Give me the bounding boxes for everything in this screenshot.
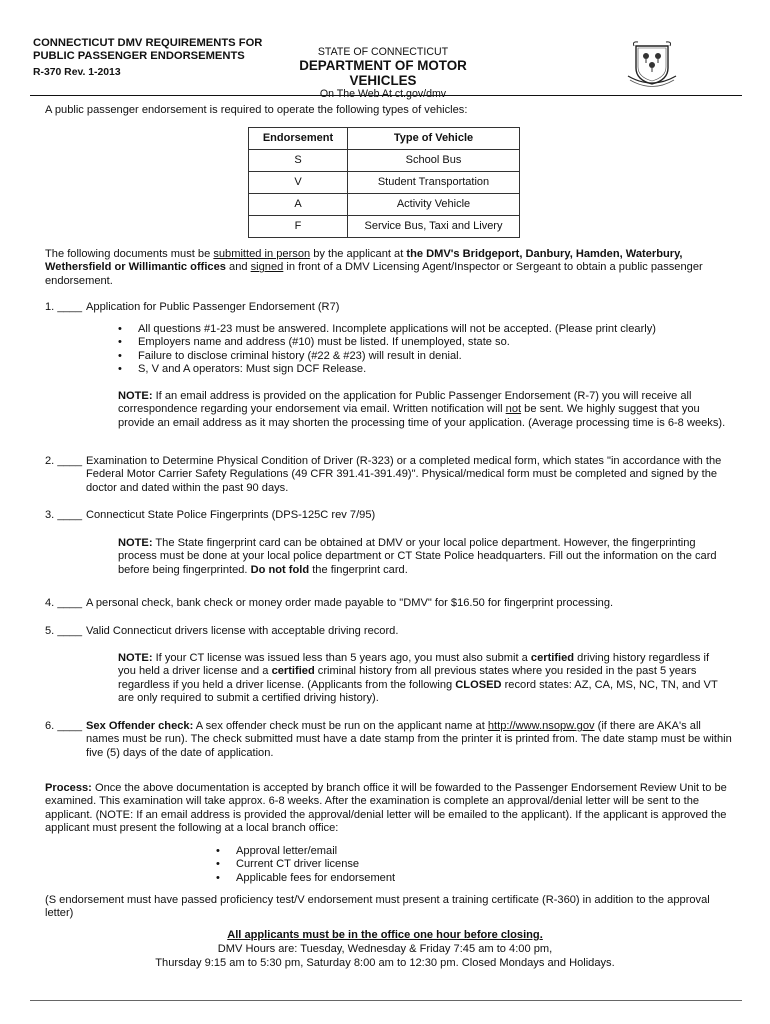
form-number: R-370 Rev. 1-2013 xyxy=(33,67,121,78)
office-list: the DMV's Bridgeport, Danbury, Hamden, Waterbury, Wethersfield or Willimantic offices xyxy=(45,248,683,274)
agency-header xyxy=(268,46,498,101)
item-1-note xyxy=(118,390,728,430)
note-label: NOTE: xyxy=(118,652,153,664)
process-text: Once the above documentation is accepted by branch office it will be fowarded to the Passenger Endorsement Review Unit to be examined. This examination will take approx. 6-8 weeks. After the examination is complete an approval/denial letter will be sent to the applicant. (NOTE: If an email address is provided the approval/denial letter will be emailed to the applicant). If the applicant is approved the applicant must present the following at a local branch office: xyxy=(45,782,727,835)
form-title-line2: PUBLIC PASSENGER ENDORSEMENTS xyxy=(33,50,245,62)
list-item: • Applicable fees for endorsement xyxy=(216,872,616,885)
item-5-note xyxy=(118,652,728,706)
item-2-text: Examination to Determine Physical Condition of Driver (R-323) or a completed medical form, which states "in accordance with the Federal Motor Carrier Safety Regulations (49 CFR 391.41-391.49)". Physical/medical form must be completed and signed by the doctor and dated within the past 90 days. xyxy=(86,455,722,494)
note-label: NOTE: xyxy=(118,390,153,402)
endorsement-header: Endorsement xyxy=(249,128,348,150)
table-header-row xyxy=(249,128,520,150)
item-4-checkbox-line[interactable]: 4. ____ xyxy=(45,597,83,609)
in-person-text: submitted in person xyxy=(213,248,311,260)
header-divider xyxy=(30,95,742,96)
item-1-text: Application for Public Passenger Endorsement (R7) xyxy=(86,301,340,313)
note-text: The State fingerprint card can be obtained at DMV or your local police department. However, the fingerprinting process must be done at your local police department or CT State Police headquarters. Fill out the information on the card before being fingerprinted. xyxy=(118,537,717,576)
vehicle-type: Student Transportation xyxy=(348,172,520,194)
endorsement-code: F xyxy=(249,216,348,238)
table-row xyxy=(249,216,520,238)
list-item: • Current CT driver license xyxy=(216,858,616,871)
connecticut-seal-icon xyxy=(622,38,682,88)
item-5-checkbox-line[interactable]: 5. ____ xyxy=(45,625,83,637)
note-text: driving history regardless if you held a driver license and a xyxy=(118,652,710,678)
intro-text: A public passenger endorsement is required to operate the following types of vehicles: xyxy=(45,104,468,116)
note-text: record states: AZ, CA, MS, NC, TN, and VT are only required to submit a certified driving history). xyxy=(118,678,718,705)
item-2-checkbox-line[interactable]: 2. ____ xyxy=(45,455,83,467)
process-paragraph xyxy=(45,782,735,836)
signed-text: signed xyxy=(250,261,284,274)
process-label: Process: xyxy=(45,782,92,794)
list-item: • S, V and A operators: Must sign DCF Release. xyxy=(118,363,738,376)
vehicle-type: Activity Vehicle xyxy=(348,194,520,216)
process-bullets xyxy=(216,845,616,885)
documents-text: in front of a DMV Licensing Agent/Inspector or Sergeant to obtain a public passenger endorsement. xyxy=(45,261,703,287)
item-5-text: Valid Connecticut drivers license with acceptable driving record. xyxy=(86,625,399,637)
endorsement-code: A xyxy=(249,194,348,216)
note-text: If an email address is provided on the application for Public Passenger Endorsement (R-7) you will receive all correspondence regarding your endorsement via email. Written notification will xyxy=(118,390,692,416)
note-label: NOTE: xyxy=(118,537,153,549)
state-name: STATE OF CONNECTICUT xyxy=(317,46,449,58)
hours-line-2: Thursday 9:15 am to 5:30 pm, Saturday 8:00 am to 12:30 pm. Closed Mondays and Holidays. xyxy=(155,957,615,969)
documents-text: by the applicant at xyxy=(310,248,407,260)
list-item: • All questions #1-23 must be answered. Incomplete applications will not be accepted. (Please print clearly) xyxy=(118,323,738,336)
documents-text: and xyxy=(225,261,251,274)
table-row xyxy=(249,172,520,194)
note-emphasis: Do not fold xyxy=(250,563,310,576)
endorsement-code: V xyxy=(249,172,348,194)
footer-divider xyxy=(30,1000,742,1001)
vehicle-type-header: Type of Vehicle xyxy=(348,128,520,150)
nsopw-link[interactable]: http://www.nsopw.gov xyxy=(487,720,595,732)
sex-offender-label: Sex Offender check: xyxy=(86,720,194,732)
table-row xyxy=(249,194,520,216)
item-6-text xyxy=(86,720,736,760)
note-text: If your CT license was issued less than 5 years ago, you must also submit a xyxy=(152,652,531,664)
vehicle-type: School Bus xyxy=(348,150,520,172)
note-emphasis: certified xyxy=(271,665,315,678)
item-3-note xyxy=(118,537,728,577)
endorsement-code: S xyxy=(249,150,348,172)
website-text: On The Web At ct.gov/dmv xyxy=(319,88,447,100)
item-1-checkbox-line[interactable]: 1. ____ xyxy=(45,301,83,313)
list-item: • Approval letter/email xyxy=(216,845,616,858)
note-text: be sent. We highly suggest that you provide an email address as it may shorten the processing time of your application. (Average processing time is 6-8 weeks). xyxy=(118,403,726,429)
note-emphasis: not xyxy=(505,403,522,416)
note-text: criminal history from all previous states where you resided in the past 5 years regardless if you held a driver license. (Applicants from the following xyxy=(118,665,697,691)
documents-paragraph xyxy=(45,248,735,288)
office-hours-footer xyxy=(60,928,710,970)
list-item: • Employers name and address (#10) must be listed. If unemployed, state so. xyxy=(118,336,738,349)
hours-line-1: DMV Hours are: Tuesday, Wednesday & Friday 7:45 am to 4:00 pm, xyxy=(217,943,553,955)
item-1-bullets xyxy=(118,323,738,377)
note-text: the fingerprint card. xyxy=(309,563,408,576)
note-emphasis: CLOSED xyxy=(455,678,502,691)
item-3-checkbox-line[interactable]: 3. ____ xyxy=(45,509,83,521)
item-6-body: A sex offender check must be run on the applicant name at xyxy=(193,720,488,732)
item-6-checkbox-line[interactable]: 6. ____ xyxy=(45,720,83,732)
list-item: • Failure to disclose criminal history (#22 & #23) will result in denial. xyxy=(118,350,738,363)
form-title-line1: CONNECTICUT DMV REQUIREMENTS FOR xyxy=(33,37,263,49)
closing-notice: All applicants must be in the office one hour before closing. xyxy=(227,929,543,941)
vehicle-types-table xyxy=(248,127,520,238)
department-name: DEPARTMENT OF MOTOR VEHICLES xyxy=(299,58,467,88)
documents-text: The following documents must be xyxy=(45,248,214,260)
vehicle-type: Service Bus, Taxi and Livery xyxy=(348,216,520,238)
form-title xyxy=(33,37,262,79)
item-3-text: Connecticut State Police Fingerprints (DPS-125C rev 7/95) xyxy=(86,509,376,521)
s-endorsement-note: (S endorsement must have passed proficiency test/V endorsement must present a training certificate (R-360) in addition to the approval letter) xyxy=(45,894,710,920)
item-6-body: (if there are AKA's all names must be run). The check submitted must have a date stamp from the printer it is printed from. The date stamp must be within five (5) days of the date of application. xyxy=(86,720,732,759)
note-emphasis: certified xyxy=(530,652,575,664)
item-4-text: A personal check, bank check or money order made payable to "DMV" for $16.50 for fingerprint processing. xyxy=(86,597,614,609)
table-row xyxy=(249,150,520,172)
